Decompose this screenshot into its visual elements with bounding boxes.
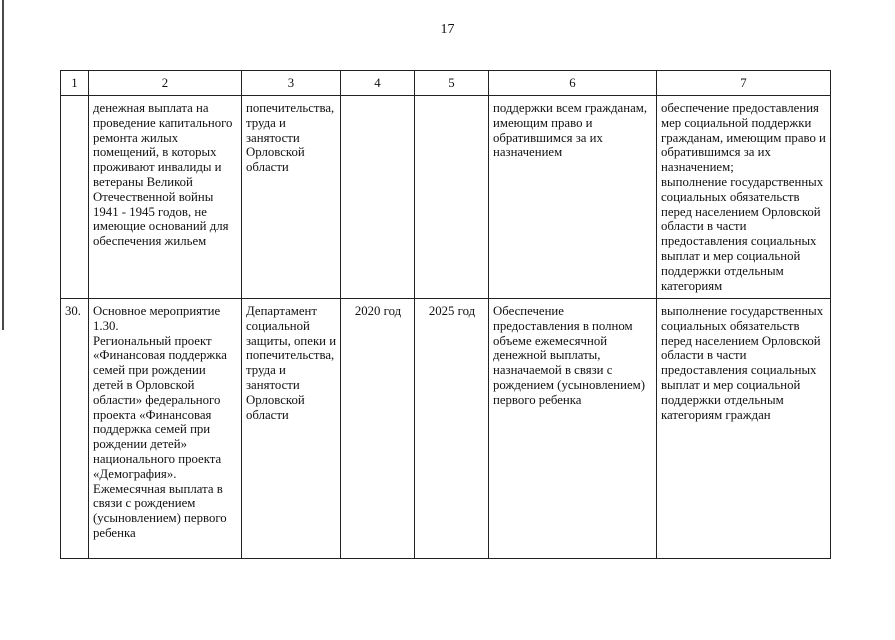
cell-end-year [415, 96, 489, 299]
cell-activity: Основное мероприятие 1.30. Региональный проект «Финансовая поддержка семей при рождении детей в Орловской области» федерального проекта «Финансовая поддержка семей при рождении детей» национального проекта «Демография». Ежемесячная выплата в связи с рождением (усыновлением) первого ребенка [89, 299, 242, 559]
cell-consequence: обеспечение предоставления мер социальной поддержки гражданам, имеющим право и обратившимся за их назначением; выполнение государственных социальных обязательств перед населением Орловской области в части предоставления социальных выплат и мер социальной поддержки отдельным категориям [657, 96, 831, 299]
cell-start-year [341, 96, 415, 299]
column-number-2: 2 [89, 71, 242, 96]
cell-end-year: 2025 год [415, 299, 489, 559]
cell-start-year: 2020 год [341, 299, 415, 559]
cell-executor: попечительства, труда и занятости Орловской области [242, 96, 341, 299]
program-activities-table [60, 70, 831, 559]
cell-expected-result: Обеспечение предоставления в полном объеме ежемесячной денежной выплаты, назначаемой в связи с рождением (усыновлением) первого ребенка [489, 299, 657, 559]
table-header-row [61, 71, 831, 96]
column-number-6: 6 [489, 71, 657, 96]
cell-activity: денежная выплата на проведение капитального ремонта жилых помещений, в которых проживают инвалиды и ветераны Великой Отечественной войны 1941 - 1945 годов, не имеющие оснований для обеспечения жильем [89, 96, 242, 299]
cell-row-number: 30. [61, 299, 89, 559]
column-number-4: 4 [341, 71, 415, 96]
cell-expected-result: поддержки всем гражданам, имеющим право и обратившимся за их назначением [489, 96, 657, 299]
table-row [61, 96, 831, 299]
cell-executor: Департамент социальной защиты, опеки и попечительства, труда и занятости Орловской области [242, 299, 341, 559]
page-number: 17 [440, 22, 455, 37]
column-number-1: 1 [61, 71, 89, 96]
cell-consequence: выполнение государственных социальных обязательств перед населением Орловской области в части предоставления социальных выплат и мер социальной поддержки отдельным категориям граждан [657, 299, 831, 559]
column-number-7: 7 [657, 71, 831, 96]
table-row [61, 299, 831, 559]
column-number-5: 5 [415, 71, 489, 96]
scan-edge-line [2, 0, 4, 330]
column-number-3: 3 [242, 71, 341, 96]
cell-row-number [61, 96, 89, 299]
